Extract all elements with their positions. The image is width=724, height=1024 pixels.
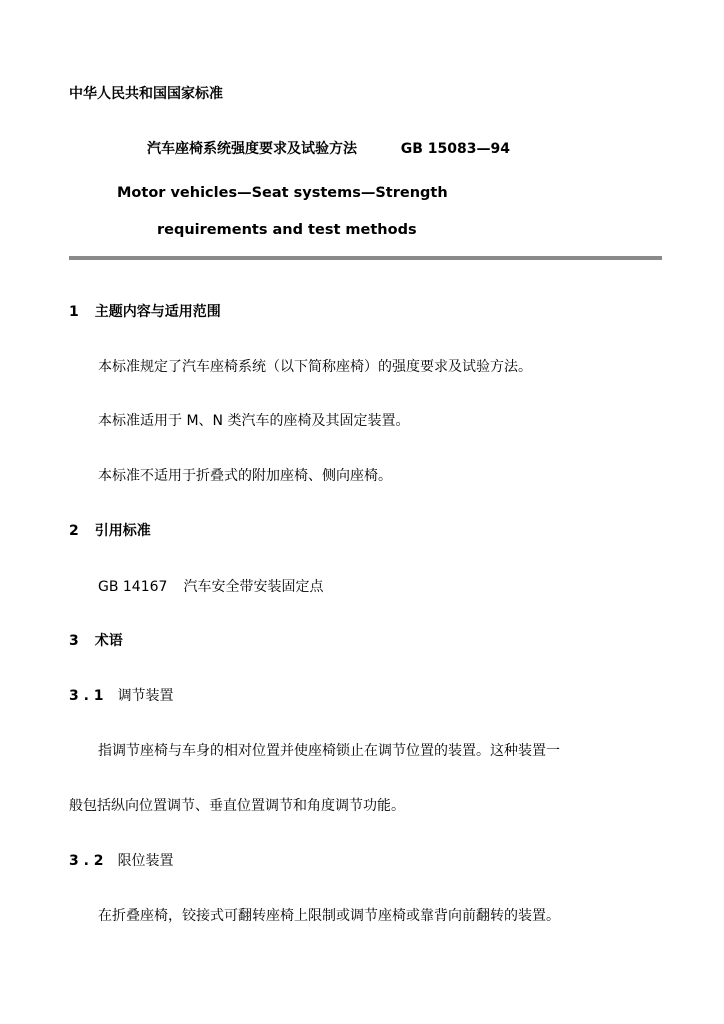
section-3-heading: [69, 632, 123, 650]
section-2-heading: [69, 522, 151, 540]
subsection-title: 限位装置: [117, 853, 174, 869]
reference-title: 汽车安全带安装固定点: [183, 579, 324, 595]
section-3-1-heading: [69, 687, 174, 705]
section-1-paragraph-1: 本标准规定了汽车座椅系统（以下简称座椅）的强度要求及试验方法。: [98, 359, 532, 375]
section-3-1-paragraph-line-2: 般包括纵向位置调节、垂直位置调节和角度调节功能。: [69, 798, 405, 814]
reference-standard: [98, 578, 323, 596]
subsection-title: 调节装置: [117, 688, 174, 704]
standard-type: 中华人民共和国国家标准: [69, 86, 223, 102]
section-number: 2: [69, 523, 79, 539]
section-1-paragraph-2: 本标准适用于 M、N 类汽车的座椅及其固定装置。: [98, 413, 410, 429]
section-title: 主题内容与适用范围: [94, 304, 221, 320]
subsection-number: 3 . 1: [69, 688, 104, 704]
section-1-heading: [69, 303, 221, 321]
section-3-2-paragraph: 在折叠座椅，铰接式可翻转座椅上限制或调节座椅或靠背向前翻转的装置。: [98, 908, 560, 924]
section-3-2-heading: [69, 852, 174, 870]
subsection-number: 3 . 2: [69, 853, 104, 869]
section-3-1-paragraph-line-1: 指调节座椅与车身的相对位置并使座椅锁止在调节位置的装置。这种装置一: [98, 743, 560, 759]
standard-code: GB 15083—94: [400, 141, 510, 157]
header-divider: [69, 256, 662, 260]
reference-code: GB 14167: [98, 579, 168, 595]
section-title: 引用标准: [94, 523, 151, 539]
document-title-en-line1: Motor vehicles—Seat systems—Strength: [117, 185, 448, 201]
document-title-cn: [147, 140, 510, 158]
section-1-paragraph-3: 本标准不适用于折叠式的附加座椅、侧向座椅。: [98, 468, 392, 484]
section-title: 术语: [94, 633, 123, 649]
section-number: 3: [69, 633, 79, 649]
document-title-en-line2: requirements and test methods: [157, 222, 417, 238]
section-number: 1: [69, 304, 79, 320]
title-cn-text: 汽车座椅系统强度要求及试验方法: [147, 141, 357, 157]
